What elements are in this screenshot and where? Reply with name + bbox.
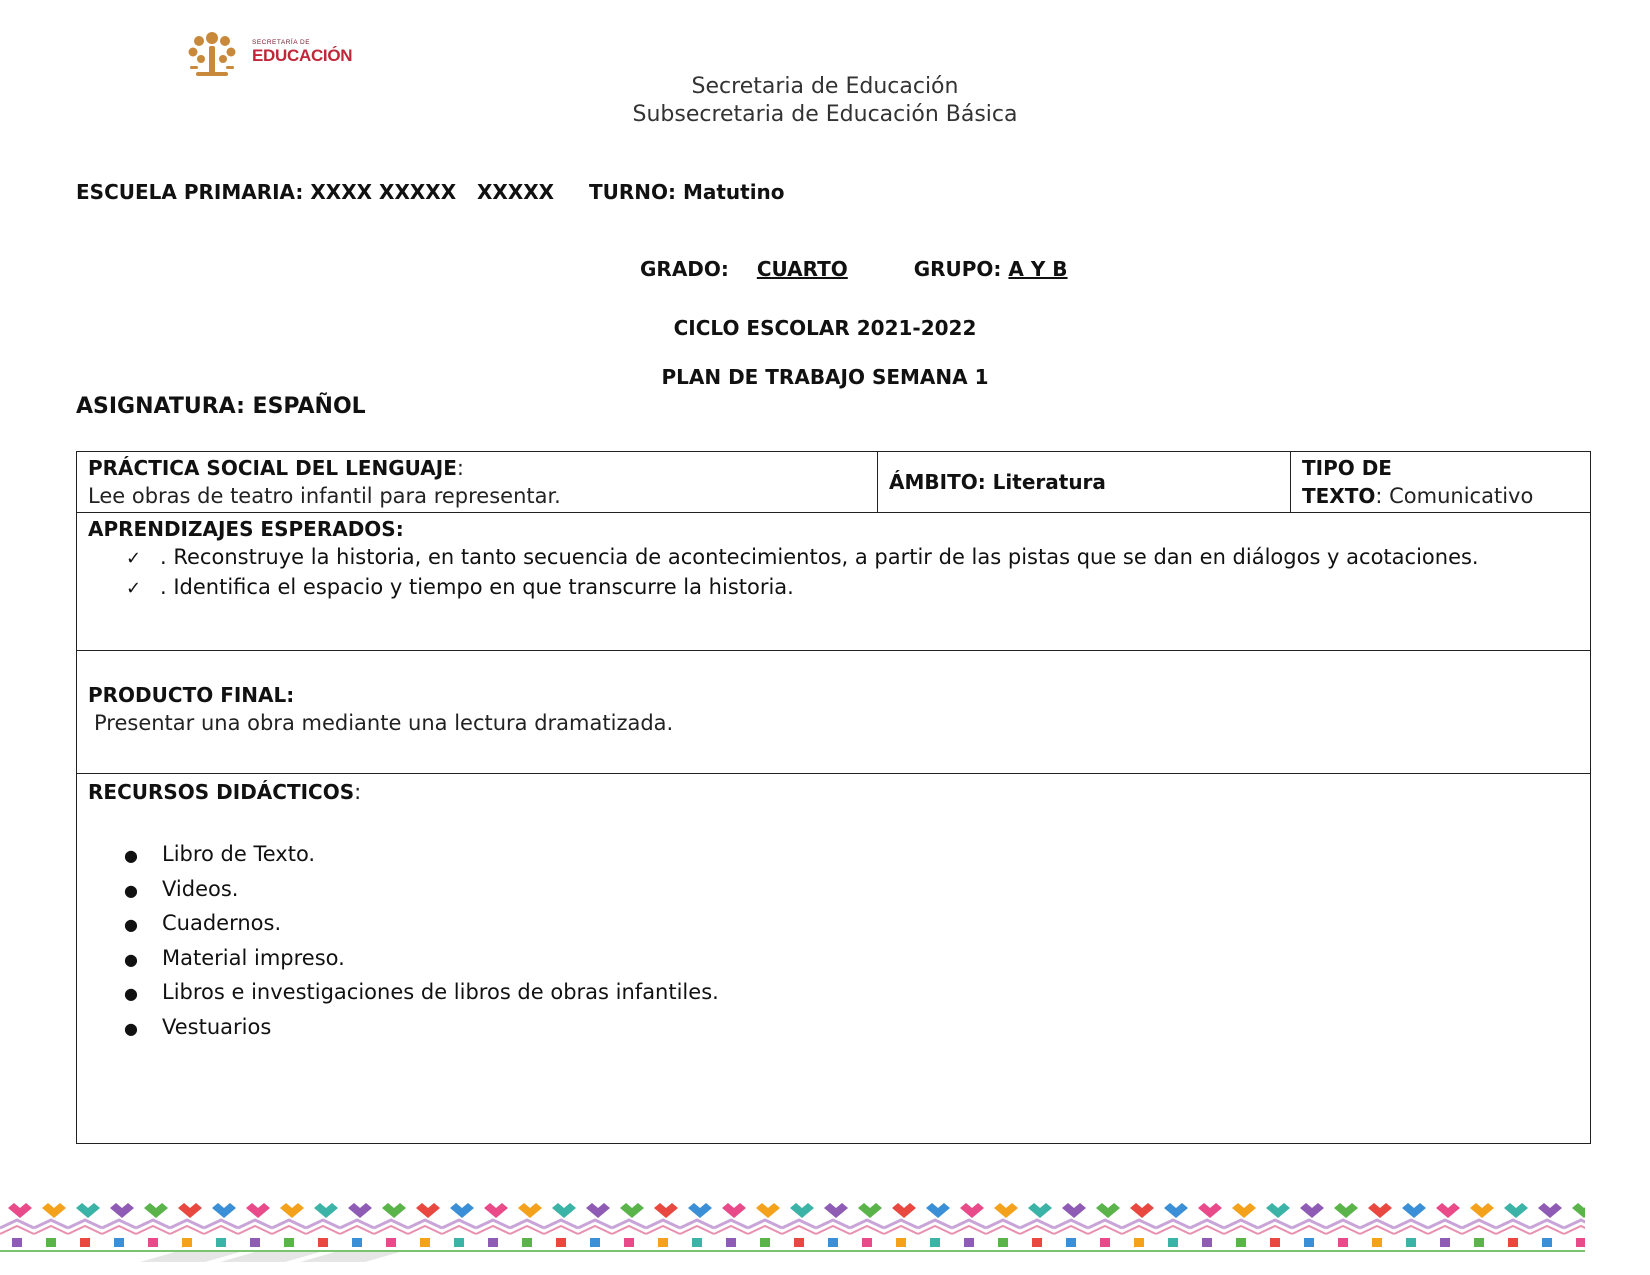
plan-table xyxy=(76,451,1591,1144)
recursos-label: RECURSOS DIDÁCTICOS xyxy=(88,780,355,804)
school-label: ESCUELA PRIMARIA: xyxy=(76,180,304,204)
grupo-label: GRUPO: xyxy=(913,257,1002,281)
recurso-text: Material impreso. xyxy=(162,945,345,970)
list-item xyxy=(124,976,1579,1011)
list-item xyxy=(124,942,1579,977)
grade-line xyxy=(640,257,1068,281)
plan-trabajo xyxy=(0,365,1650,389)
recurso-text: Videos. xyxy=(162,876,239,901)
asignatura-text: ASIGNATURA: ESPAÑOL xyxy=(76,394,366,419)
practica-colon: : xyxy=(456,456,464,480)
ambito-text: ÁMBITO: Literatura xyxy=(889,470,1106,494)
list-item xyxy=(124,907,1579,942)
tipo-cell xyxy=(1291,452,1591,513)
header-line-1: Secretaria de Educación xyxy=(691,74,959,99)
bullet-icon: ● xyxy=(124,1018,138,1038)
producto-label: PRODUCTO FINAL: xyxy=(88,683,295,707)
tipo-value: : Comunicativo xyxy=(1375,484,1534,508)
checkmark-icon: ✓ xyxy=(126,578,142,599)
grado-label: GRADO: xyxy=(640,257,729,281)
bullet-icon: ● xyxy=(124,846,138,865)
practica-text: Lee obras de teatro infantil para representar. xyxy=(88,484,561,508)
producto-text: Presentar una obra mediante una lectura dramatizada. xyxy=(94,711,674,735)
tree-emblem-icon xyxy=(184,28,240,80)
aprendizaje-text: . Identifica el espacio y tiempo en que transcurre la historia. xyxy=(160,575,794,599)
list-item xyxy=(126,543,1579,573)
logo-education-text: EDUCACIÓN xyxy=(252,46,353,65)
producto-cell xyxy=(77,651,1591,774)
header-secretaria xyxy=(0,74,1650,99)
table-row-aprendizajes xyxy=(77,513,1591,651)
list-item xyxy=(124,1011,1579,1046)
asignatura xyxy=(76,394,366,419)
header-subsecretaria xyxy=(0,102,1650,127)
embroidery-pattern-icon xyxy=(0,1202,1585,1262)
grado-value: CUARTO xyxy=(756,257,848,281)
header-line-2: Subsecretaria de Educación Básica xyxy=(632,102,1018,127)
recurso-text: Vestuarios xyxy=(162,1014,272,1039)
ambito-cell xyxy=(878,452,1291,513)
list-item xyxy=(124,873,1579,908)
grupo-value: A Y B xyxy=(1008,257,1068,281)
recurso-text: Cuadernos. xyxy=(162,911,282,935)
list-item xyxy=(124,838,1579,873)
recursos-colon: : xyxy=(354,780,362,804)
school-line xyxy=(76,180,785,204)
practica-cell xyxy=(77,452,878,513)
aprendizajes-cell xyxy=(77,513,1591,651)
logo-secretaria-text: SECRETARÍA DE xyxy=(252,39,311,46)
checkmark-icon: ✓ xyxy=(126,548,142,569)
table-row-producto xyxy=(77,651,1591,774)
turno-value: Matutino xyxy=(682,180,785,204)
tipo-label-1: TIPO DE xyxy=(1302,456,1392,480)
school-name: XXXX XXXXX XXXXX xyxy=(310,180,555,204)
aprendizajes-label: APRENDIZAJES ESPERADOS: xyxy=(88,517,404,541)
aprendizaje-text: . Reconstruye la historia, en tanto secuencia de acontecimientos, a partir de las pistas que se dan en diálogos y acotaciones. xyxy=(160,545,1479,569)
recursos-cell xyxy=(77,774,1591,1144)
practica-label: PRÁCTICA SOCIAL DEL LENGUAJE xyxy=(88,456,457,480)
bullet-icon: ● xyxy=(124,949,138,969)
recurso-text: Libros e investigaciones de libros de obras infantiles. xyxy=(162,980,719,1004)
table-row-header xyxy=(77,452,1591,513)
bullet-icon: ● xyxy=(124,915,138,934)
list-item xyxy=(126,573,1579,603)
recurso-text: Libro de Texto. xyxy=(162,842,316,866)
tipo-label-2: TEXTO xyxy=(1302,484,1376,508)
turno-label: TURNO: xyxy=(588,180,676,204)
bullet-icon: ● xyxy=(124,984,138,1003)
ciclo-escolar xyxy=(0,316,1650,340)
table-row-recursos xyxy=(77,774,1591,1144)
ciclo-text: CICLO ESCOLAR 2021-2022 xyxy=(673,316,977,340)
recursos-list xyxy=(88,838,1579,1045)
plan-text: PLAN DE TRABAJO SEMANA 1 xyxy=(661,365,989,389)
bullet-icon: ● xyxy=(124,880,138,900)
